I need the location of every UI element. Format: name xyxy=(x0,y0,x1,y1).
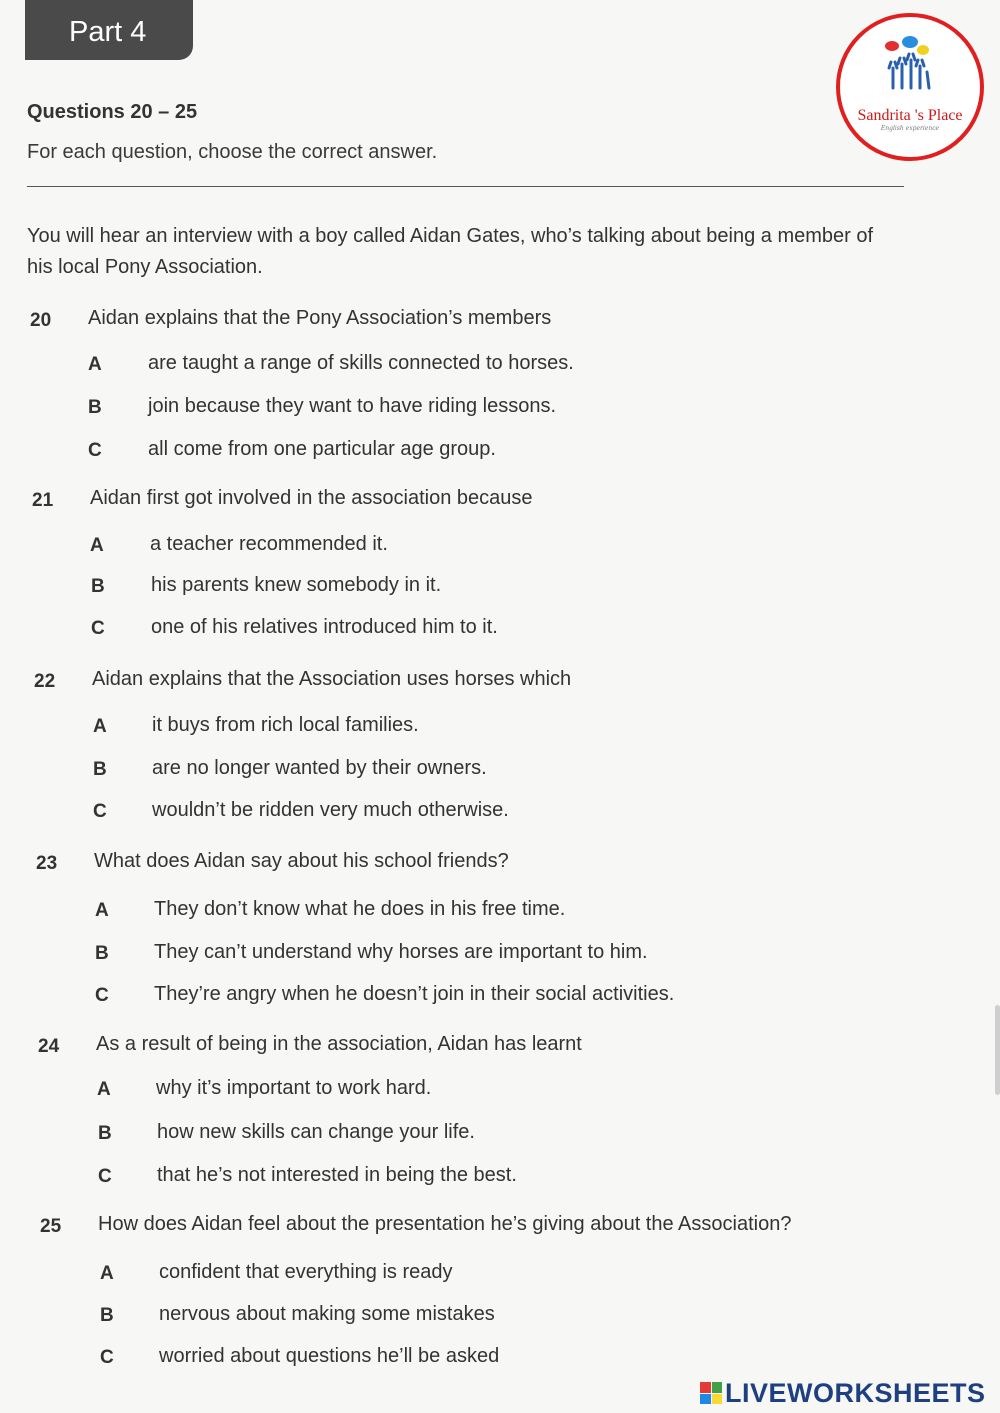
option-letter: C xyxy=(88,440,102,461)
question-text: Aidan explains that the Association uses horses which xyxy=(92,668,572,690)
option-text: join because they want to have riding lessons. xyxy=(148,395,557,417)
option-text: nervous about making some mistakes xyxy=(159,1303,495,1325)
option-letter: A xyxy=(93,716,107,737)
option-text: They can’t understand why horses are important to him. xyxy=(154,941,648,963)
option-letter: A xyxy=(95,900,109,921)
option-text: They don’t know what he does in his free time. xyxy=(154,898,566,920)
liveworksheets-brand: LIVEWORKSHEETS xyxy=(725,1377,986,1408)
sandritas-place-logo xyxy=(835,12,985,162)
option-text: are no longer wanted by their owners. xyxy=(152,757,487,779)
option-letter: B xyxy=(93,759,107,780)
instruction-text: For each question, choose the correct answer. xyxy=(27,141,438,163)
option-text: confident that everything is ready xyxy=(159,1261,453,1283)
question-number: 24 xyxy=(38,1036,60,1057)
question-text: What does Aidan say about his school friends? xyxy=(94,850,509,872)
question-text: Aidan explains that the Pony Association’s members xyxy=(88,307,552,329)
liveworksheets-logo[interactable] xyxy=(700,1378,986,1408)
option-text: all come from one particular age group. xyxy=(148,438,496,460)
scrollbar[interactable] xyxy=(995,1005,1000,1095)
logo-tagline: English experience xyxy=(880,125,940,132)
option-letter: C xyxy=(100,1347,114,1368)
questions-range-heading: Questions 20 – 25 xyxy=(27,101,198,123)
intro-text: You will hear an interview with a boy called Aidan Gates, who’s talking about being a member of his local Pony Association. xyxy=(27,225,874,278)
part-label: Part 4 xyxy=(25,0,193,60)
question-number: 23 xyxy=(36,853,58,874)
option-letter: C xyxy=(91,618,105,639)
question-number: 22 xyxy=(34,671,56,692)
option-letter: A xyxy=(90,535,104,556)
option-letter: B xyxy=(88,397,102,418)
question-number: 20 xyxy=(30,310,52,331)
question-number: 21 xyxy=(32,490,54,511)
option-text: They’re angry when he doesn’t join in their social activities. xyxy=(154,983,675,1005)
option-letter: C xyxy=(95,985,109,1006)
logo-name: Sandrita 's Place xyxy=(857,107,963,124)
liveworksheets-icon xyxy=(700,1382,722,1404)
option-text: a teacher recommended it. xyxy=(150,533,388,555)
option-text: how new skills can change your life. xyxy=(157,1121,475,1143)
question-text: As a result of being in the association, Aidan has learnt xyxy=(96,1033,582,1055)
option-letter: A xyxy=(88,354,102,375)
option-text: wouldn’t be ridden very much otherwise. xyxy=(152,799,509,821)
option-text: one of his relatives introduced him to it. xyxy=(151,616,498,638)
option-text: his parents knew somebody in it. xyxy=(151,574,442,596)
question-text: Aidan first got involved in the association because xyxy=(90,487,533,509)
option-letter: B xyxy=(91,576,105,597)
option-text: it buys from rich local families. xyxy=(152,714,419,736)
option-letter: B xyxy=(100,1305,114,1326)
option-text: why it’s important to work hard. xyxy=(156,1077,432,1099)
option-letter: C xyxy=(98,1166,112,1187)
question-text: How does Aidan feel about the presentation he’s giving about the Association? xyxy=(98,1213,792,1235)
question-number: 25 xyxy=(40,1216,62,1237)
option-letter: A xyxy=(100,1263,114,1284)
option-letter: A xyxy=(97,1079,111,1100)
option-text: that he’s not interested in being the best. xyxy=(157,1164,517,1186)
option-text: worried about questions he’ll be asked xyxy=(159,1345,500,1367)
option-letter: B xyxy=(95,943,109,964)
option-letter: B xyxy=(98,1123,112,1144)
divider xyxy=(27,186,904,187)
option-letter: C xyxy=(93,801,107,822)
option-text: are taught a range of skills connected to horses. xyxy=(148,352,574,374)
